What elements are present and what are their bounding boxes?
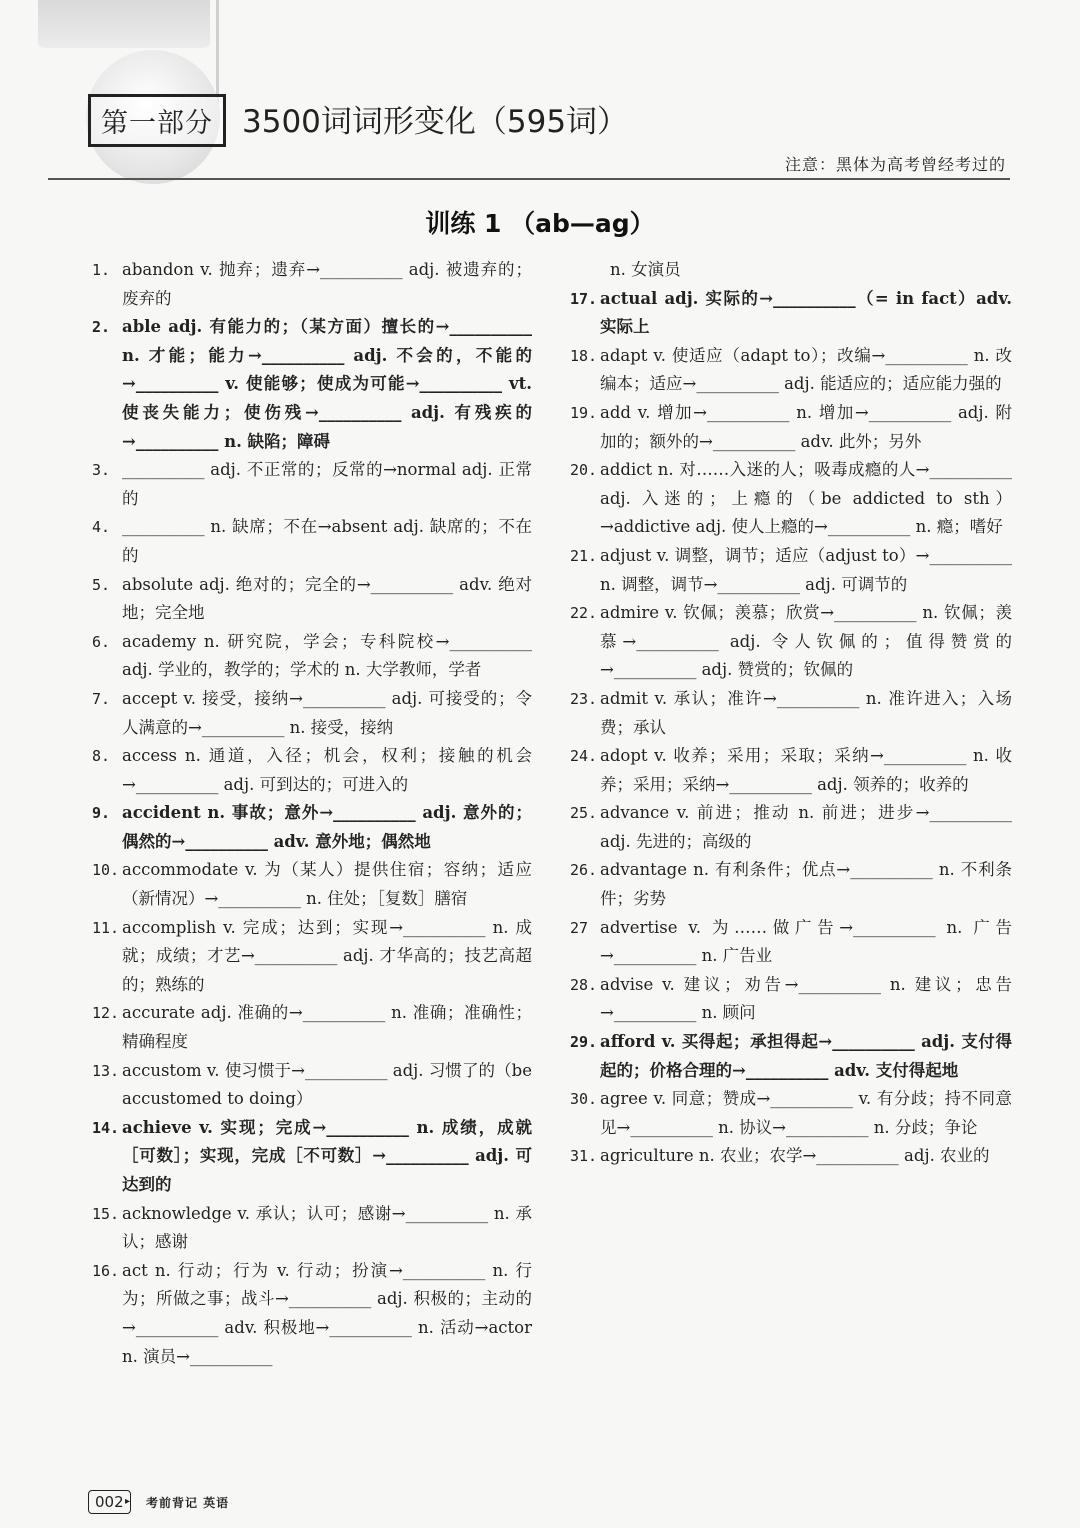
vocab-entry [92,256,532,313]
header-note: 注意：黑体为高考曾经考过的 [784,155,1006,174]
vocab-entry [92,856,532,913]
part-title: 3500词词形变化（595词） [242,104,629,140]
entry-text: absolute adj. 绝对的；完全的→__________ adv. 绝对地；完全地 [122,574,532,623]
vocab-entry [92,1057,532,1114]
vocab-entry [92,799,532,856]
vocab-entry [570,599,1012,685]
entry-text: adjust v. 调整，调节；适应（adjust to）→__________ n. 调整，调节→__________ adj. 可调节的 [600,545,1012,594]
vocab-entry [570,1142,1012,1171]
entry-text: accomplish v. 完成；达到；实现→__________ n. 成就；成绩；才艺→__________ adj. 才华高的；技艺高超的；熟练的 [122,917,532,994]
entry-number: 22. [570,604,598,623]
entry-number: 5. [92,575,111,594]
vocab-entry [570,456,1012,542]
entry-number: 21. [570,546,598,565]
header-rule [48,178,1010,180]
entry-text: advertise v. 为……做广告→__________ n. 广告→__________ n. 广告业 [600,917,1012,966]
entry-text: __________ adj. 不正常的；反常的→normal adj. 正常的 [122,460,532,508]
entry-number: 11. [92,918,120,937]
entry-number: 3. [92,461,111,480]
entry-text: advise v. 建议；劝告→__________ n. 建议；忠告→__________ n. 顾问 [600,974,1012,1023]
entry-text: admit v. 承认；准许→__________ n. 准许进入；入场费；承认 [600,688,1012,737]
entry-number: 20. [570,461,598,480]
entry-number: 1. [92,261,111,279]
entry-number: 17. [570,289,598,308]
vocab-entry [570,685,1012,742]
vocab-entry [570,342,1012,399]
vocab-entry [570,399,1012,456]
entry-text: academy n. 研究院，学会；专科院校→__________ adj. 学业的，教学的；学术的 n. 大学教师，学者 [122,631,532,680]
vocab-entry [92,313,532,456]
entry-number: 23. [570,689,598,708]
vocab-entry [570,971,1012,1028]
entry-number: 19. [570,403,598,422]
vocab-entry [570,914,1012,971]
entry-text: actual adj. 实际的→__________（= in fact）adv. 实际上 [600,288,1012,337]
entry-text: agree v. 同意；赞成→__________ v. 有分歧；持不同意见→__________ n. 协议→__________ n. 分歧；争论 [600,1089,1012,1137]
vocab-entry [570,256,1012,285]
vocab-entry [570,742,1012,799]
entry-number: 18. [570,346,598,365]
vocab-entry [570,856,1012,913]
entry-number: 2. [92,318,111,337]
training-title: 训练 1 （ab—ag） [425,209,655,238]
vocab-entry [92,513,532,570]
entry-number: 27 [570,918,589,937]
entry-number: 4. [92,518,111,537]
entry-number: 31. [570,1147,598,1166]
part-label: 第一部分 [88,94,226,147]
entry-text: able adj. 有能力的；（某方面）擅长的→__________ n. 才能；能力→__________ adj. 不会的，不能的→__________ v. 使能够；使成为可能→__________ vt. 使丧失能力；使伤残→__________ adj. 有残疾的→__________ n. 缺陷；障碍 [122,317,532,451]
vocab-entry [92,999,532,1056]
vocab-entry [92,456,532,513]
page-number: 002 [88,1490,131,1514]
entry-number: 29. [570,1033,598,1052]
vocab-entry [570,1028,1012,1085]
entry-text: abandon v. 抛弃；遗弃→__________ adj. 被遗弃的；废弃的 [122,260,532,308]
entry-text: achieve v. 实现；完成→__________ n. 成绩，成就［可数］；实现，完成［不可数］→__________ adj. 可达到的 [122,1117,532,1194]
left-column [92,256,532,1371]
entry-number: 25. [570,804,598,823]
entry-text: accustom v. 使习惯于→__________ adj. 习惯了的（be accustomed to doing） [122,1060,532,1109]
entry-text: access n. 通道，入径；机会，权利；接触的机会→__________ adj. 可到达的；可进入的 [122,746,532,794]
vocab-entry [92,571,532,628]
entry-number: 14. [92,1118,120,1137]
entry-number: 7. [92,689,111,708]
entry-number: 10. [92,861,120,880]
entry-number: 8. [92,747,111,766]
entry-number: 15. [92,1204,120,1223]
entry-text: accept v. 接受，接纳→__________ adj. 可接受的；令人满意的→__________ n. 接受，接纳 [122,688,532,737]
entry-number: 12. [92,1004,120,1023]
vocab-entry [92,742,532,799]
page-arrow-icon: ▸ [125,1496,131,1507]
entry-text: __________ n. 缺席；不在→absent adj. 缺席的；不在的 [122,517,532,565]
entry-text: accurate adj. 准确的→__________ n. 准确；准确性；精确程度 [122,1003,532,1052]
corner-tab [38,0,210,48]
vocab-entry [92,1257,532,1371]
entry-number: 26. [570,861,598,880]
vocab-entry [92,628,532,685]
entry-text: accident n. 事故；意外→__________ adj. 意外的；偶然的→__________ adv. 意外地；偶然地 [122,803,532,851]
vocab-entry [570,1085,1012,1142]
entry-text: advantage n. 有利条件；优点→__________ n. 不利条件；劣势 [600,860,1012,909]
vocab-entry [570,285,1012,342]
vocab-entry [92,685,532,742]
entry-text: add v. 增加→__________ n. 增加→__________ adj. 附加的；额外的→__________ adv. 此外；另外 [600,402,1012,451]
vocab-entry [92,1200,532,1257]
entry-number: 13. [92,1061,120,1080]
entry-text: adopt v. 收养；采用；采取；采纳→__________ n. 收养；采用；采纳→__________ adj. 领养的；收养的 [600,746,1012,794]
entry-text: agriculture n. 农业；农学→__________ adj. 农业的 [600,1146,990,1166]
right-column [570,256,1012,1171]
entry-text: n. 女演员 [610,260,681,279]
vocab-entry [570,799,1012,856]
vocab-entry [92,1114,532,1200]
entry-number: 24. [570,747,598,766]
entry-text: accommodate v. 为（某人）提供住宿；容纳；适应（新情况）→__________ n. 住处；［复数］膳宿 [122,860,532,909]
entry-text: advance v. 前进；推动 n. 前进；进步→__________ adj. 先进的；高级的 [600,803,1012,851]
entry-number: 16. [92,1261,120,1280]
entry-number: 6. [92,632,111,651]
vocab-entry [570,542,1012,599]
book-title: 考前背记 英语 [146,1496,230,1510]
entry-text: act n. 行动；行为 v. 行动；扮演→__________ n. 行为；所做之事；战斗→__________ adj. 积极的；主动的→__________ adv. 积极地→__________ n. 活动→actor n. 演员→__________ [122,1260,532,1366]
entry-number: 9. [92,804,111,823]
entry-number: 30. [570,1090,598,1109]
entry-text: afford v. 买得起；承担得起→__________ adj. 支付得起的；价格合理的→__________ adv. 支付得起地 [600,1032,1012,1080]
entry-text: adapt v. 使适应（adapt to）；改编→__________ n. 改编本；适应→__________ adj. 能适应的；适应能力强的 [600,345,1012,394]
entry-text: admire v. 钦佩；羡慕；欣赏→__________ n. 钦佩；羡慕→__________ adj. 令人钦佩的；值得赞赏的→__________ adj. 赞赏的；钦佩的 [600,603,1012,680]
entry-number: 28. [570,975,598,994]
entry-text: addict n. 对……入迷的人；吸毒成瘾的人→__________ adj. 入迷的；上瘾的（be addicted to sth）→addictive adj. 使人上瘾的→__________ n. 瘾；嗜好 [600,460,1012,537]
entry-text: acknowledge v. 承认；认可；感谢→__________ n. 承认；感谢 [122,1203,532,1252]
vocab-entry [92,914,532,1000]
